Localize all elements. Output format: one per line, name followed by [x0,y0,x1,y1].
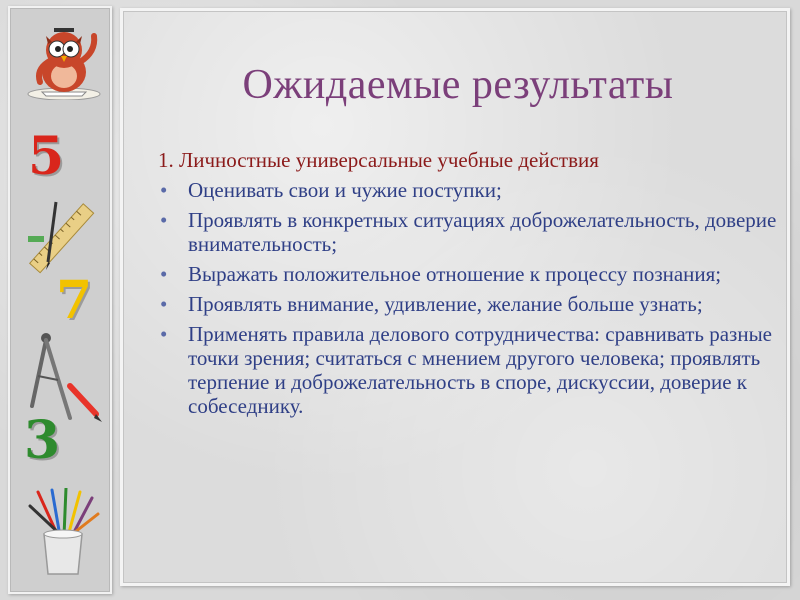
list-item-text: Проявлять в конкретных ситуациях доброжелательность, доверие внимательность; [188,208,777,256]
pencil-cup-icon [24,488,102,578]
slide-title: Ожидаемые результаты [242,62,674,108]
list-item [158,322,778,418]
list-item [158,178,778,202]
number-five: 5 [28,126,65,187]
list-item [158,208,778,256]
list-item-text: Проявлять внимание, удивление, желание больше узнать; [188,292,703,316]
list-item-text: Применять правила делового сотрудничества: сравнивать разные точки зрения; считаться с мнением другого человека; проявлять терпение и доброжелательность в споре, дискуссии, доверие к собеседнику. [188,322,773,418]
bullet-icon: • [160,322,168,346]
bullet-list [158,178,778,418]
section-heading: 1. Личностные универсальные учебные действия [158,148,599,172]
list-item [158,262,778,286]
bullet-icon: • [160,292,168,316]
list-item [158,292,778,316]
list-item-text: Выражать положительное отношение к процессу познания; [188,262,722,286]
decor-strip [8,6,112,594]
bullet-icon: • [160,262,168,286]
list-item-text: Оценивать свои и чужие поступки; [188,178,502,202]
content-body [158,148,778,424]
bullet-icon: • [160,178,168,202]
number-three: 3 [24,410,61,471]
number-seven: 7 [56,270,93,331]
bullet-icon: • [160,208,168,232]
owl-icon [24,22,104,100]
content-panel [120,8,790,586]
